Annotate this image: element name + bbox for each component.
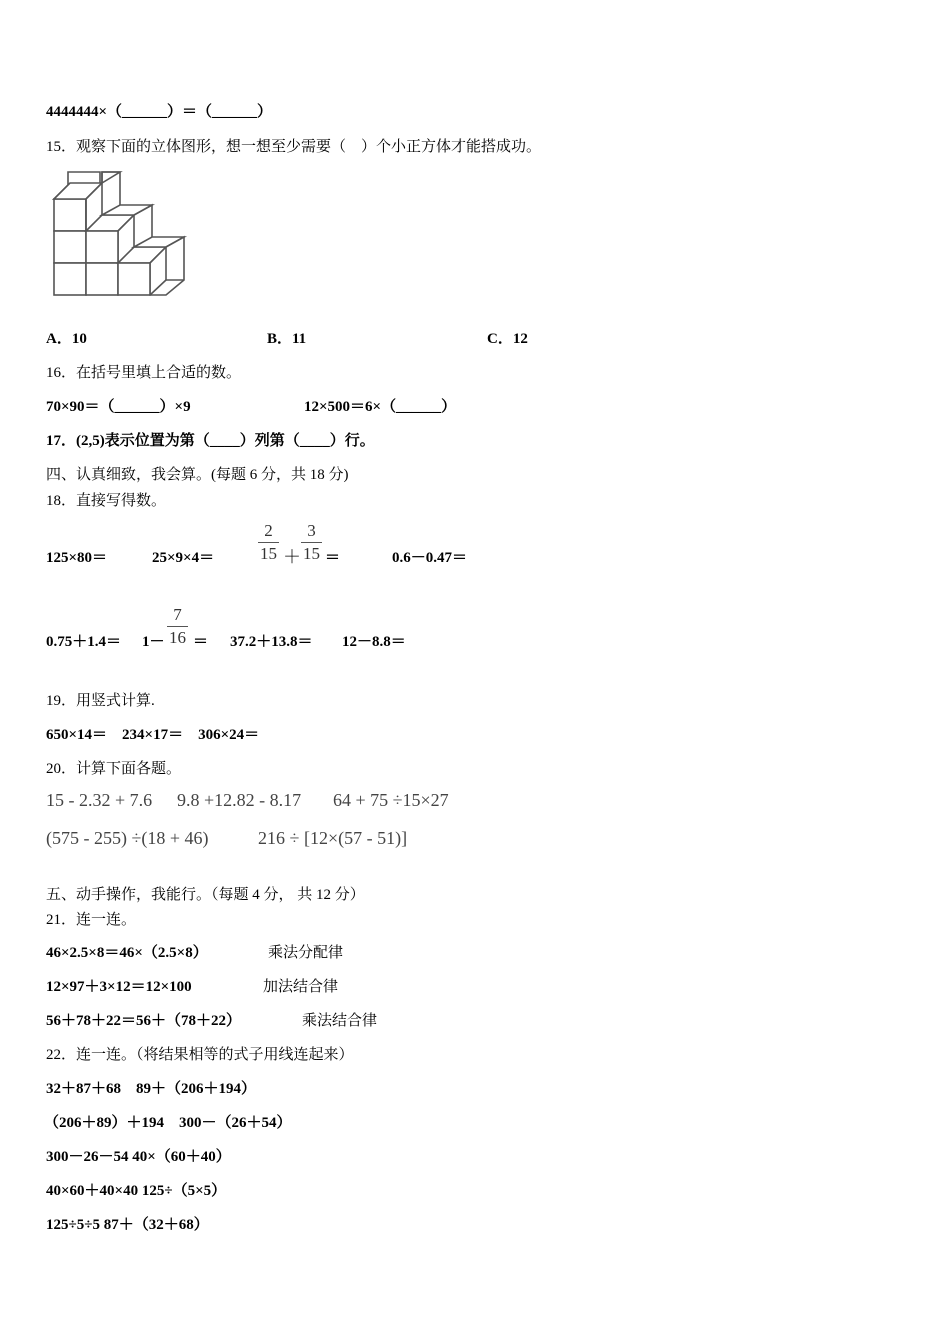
plus-sign: ＋ [283, 547, 301, 567]
q19-title: 19．用竖式计算. [46, 693, 155, 709]
q15-option-c: C．12 [487, 331, 528, 347]
q15-option-b: B．11 [267, 331, 307, 347]
q18-item-6-prefix: 1－ [142, 634, 165, 650]
fraction-3-15 [301, 521, 322, 564]
equals-sign: ＝ [325, 550, 341, 566]
q15-option-a: A．10 [46, 331, 87, 347]
q18-item-4: 0.6－0.47＝ [392, 550, 468, 566]
q21-left-2: 12×97＋3×12＝12×100 [46, 979, 192, 995]
q21-left-3: 56＋78＋22＝56＋（78＋22） [46, 1013, 242, 1029]
fraction-numerator: 3 [307, 521, 316, 540]
q20-expr-3: 64 + 75 ÷15×27 [333, 790, 449, 810]
q14-tail: 4444444×（______）＝（______） [46, 104, 273, 120]
q20-title: 20．计算下面各题。 [46, 761, 182, 777]
cube-stack-figure [48, 170, 190, 300]
q18-item-2: 25×9×4＝ [152, 550, 215, 566]
q22-row-1: 32＋87＋68 89＋（206＋194） [46, 1081, 257, 1097]
fraction-bar [167, 626, 188, 627]
q22-title: 22．连一连。（将结果相等的式子用线连起来） [46, 1047, 354, 1063]
q20-expr-5-bracket: [12×(57 - 51)] [304, 828, 408, 848]
q21-title: 21．连一连。 [46, 912, 137, 928]
q22-row-5: 125÷5÷5 87＋（32＋68） [46, 1217, 209, 1233]
q16-item-a: 70×90＝（______）×9 [46, 399, 191, 415]
q17-text: 17．(2,5)表示位置为第（____）列第（____）行。 [46, 433, 375, 449]
section-4-heading: 四、认真细致，我会算。(每题 6 分，共 18 分) [46, 467, 349, 483]
q22-row-3: 300－26－54 40×（60＋40） [46, 1149, 231, 1165]
fraction-bar [301, 542, 322, 543]
fraction-2-15 [258, 521, 279, 564]
q20-expr-5-prefix: 216 ÷ [258, 828, 300, 848]
q22-row-4: 40×60＋40×40 125÷（5×5） [46, 1183, 227, 1199]
q18-title: 18．直接写得数。 [46, 493, 167, 509]
equals-sign: ＝ [193, 634, 209, 650]
q21-left-1: 46×2.5×8＝46×（2.5×8） [46, 945, 208, 961]
q20-expr-2: 9.8 +12.82 - 8.17 [177, 790, 302, 810]
q16-item-b: 12×500＝6×（______） [304, 399, 457, 415]
fraction-denominator: 15 [303, 544, 320, 563]
q16-title: 16．在括号里填上合适的数。 [46, 365, 242, 381]
q18-item-8: 12－8.8＝ [342, 634, 406, 650]
q15-text: 15．观察下面的立体图形，想一想至少需要（ ）个小正方体才能搭成功。 [46, 139, 542, 155]
q18-item-7: 37.2＋13.8＝ [230, 634, 313, 650]
fraction-bar [258, 542, 279, 543]
fraction-denominator: 15 [260, 544, 277, 563]
q22-row-2: （206＋89）＋194 300－（26＋54） [44, 1115, 292, 1131]
fraction-numerator: 2 [264, 521, 273, 540]
fraction-denominator: 16 [169, 628, 186, 647]
q20-expr-1: 15 - 2.32 + 7.6 [46, 790, 153, 810]
q18-item-5: 0.75＋1.4＝ [46, 634, 122, 650]
q21-right-3: 乘法结合律 [302, 1013, 378, 1029]
q20-expr-4: (575 - 255) ÷(18 + 46) [46, 828, 209, 848]
q18-item-1: 125×80＝ [46, 550, 108, 566]
q21-right-1: 乘法分配律 [268, 945, 344, 961]
fraction-numerator: 7 [173, 605, 182, 624]
q21-right-2: 加法结合律 [263, 979, 339, 995]
q19-items: 650×14＝ 234×17＝ 306×24＝ [46, 727, 260, 743]
section-5-heading: 五、动手操作，我能行。（每题 4 分， 共 12 分） [46, 887, 365, 903]
fraction-7-16 [167, 605, 188, 648]
